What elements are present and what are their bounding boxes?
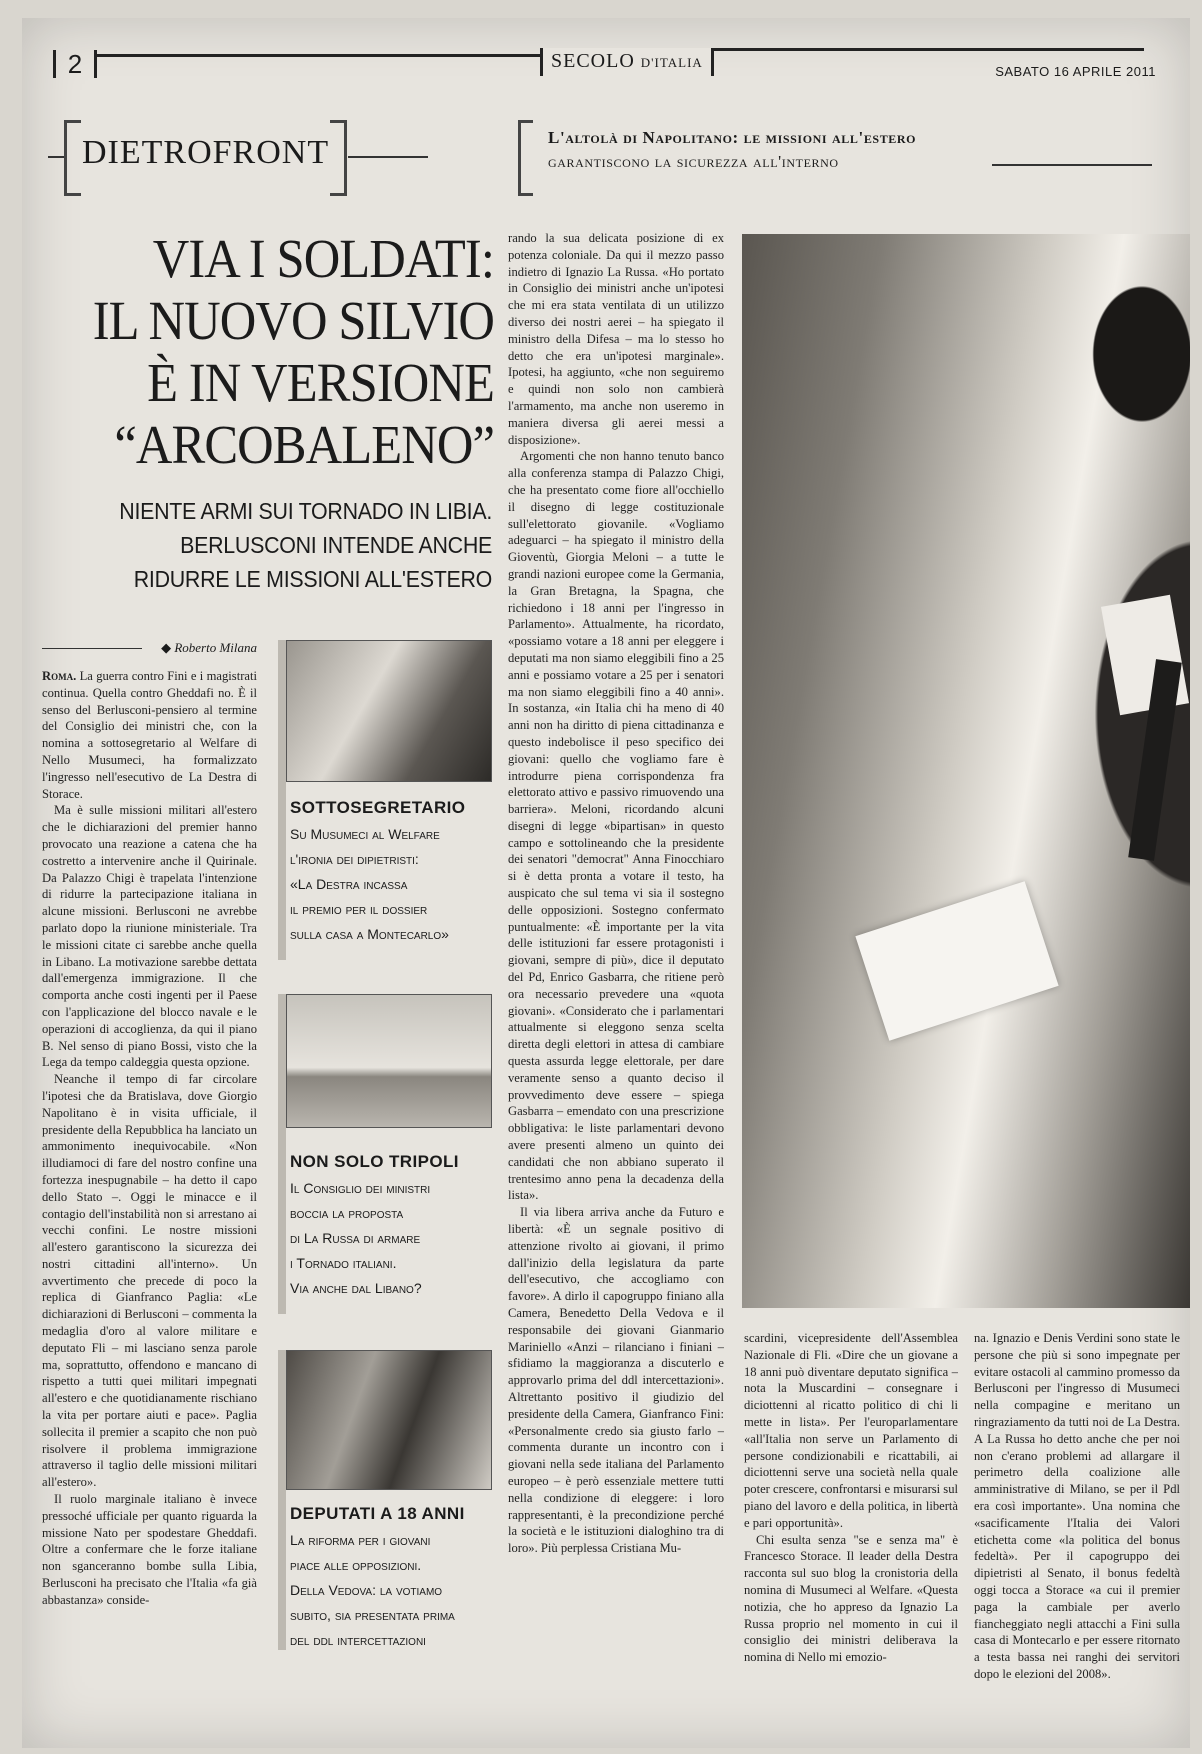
box-title: NON SOLO TRIPOLI xyxy=(290,1152,459,1171)
headline-line: IL NUOVO SILVIO xyxy=(92,290,494,351)
box-line: Il Consiglio dei ministri xyxy=(290,1180,431,1196)
paragraph: Neanche il tempo di far circolare l'ipotesi che da Bratislava, dove Giorgio Napolitano è in visita ufficiale, il presidente della Repubblica ha lanciato un ammonimento inequivocabile. «Non illudiamoci di fare del nostro confine una fortezza inespugnabile – ha detto il capo dello Stato –. Oggi le minacce e il contagio dell'instabilità non si arrestano ai vecchi confini. Le nostre missioni all'estero garantiscono la sicurezza dei nostri cittadini all'interno». Un avvertimento che precede di poco la replica di Gianfranco Paglia: «Le dichiarazioni di Berlusconi – commenta la medaglia d'oro al valore militare e deputato Fli – mi lasciano senza parole ma, soprattutto, offendono e mancano di rispetto a tutti quei militari impegnati all'estero e che quotidianamente rischiano la vita per portare aiuti e pace». Paglia sollecita il premier a scapito che non può risolvere il problema immigrazione attraverso il taglio delle missioni militari all'estero». xyxy=(42,1072,257,1490)
masthead xyxy=(28,28,1178,79)
kicker-bracket xyxy=(518,120,533,196)
box-line: del ddl intercettazioni xyxy=(290,1632,426,1648)
box-line: subito, sia presentata prima xyxy=(290,1607,455,1623)
article-column-3 xyxy=(744,1330,958,1720)
paragraph xyxy=(42,668,257,802)
paper-name-suffix: D'ITALIA xyxy=(640,55,703,70)
masthead-rule-left xyxy=(94,54,540,57)
article-column-4 xyxy=(974,1330,1180,1720)
article-column-1 xyxy=(42,668,257,1720)
box-line: di La Russa di armare xyxy=(290,1230,421,1246)
sidebar-rule xyxy=(278,1350,286,1650)
box-text xyxy=(290,822,486,947)
byline-diamond: ◆ xyxy=(161,640,175,655)
author-name: Roberto Milana xyxy=(174,640,257,655)
photo-tornado-jet xyxy=(286,994,492,1128)
headline xyxy=(86,228,494,476)
box-line: Via anche dal Libano? xyxy=(290,1280,422,1296)
box-line: piace alle opposizioni. xyxy=(290,1557,422,1573)
paragraph: rando la sua delicata posizione di ex potenza coloniale. Da qui il mezzo passo indietro di Ignazio La Russa. «Ho portato in Consiglio dei ministri anche un'ipotesi che mi era stata ventilata di un utilizzo diverso dei nostri aerei – ha spiegato il ministro della Difesa – ma lo stesso ho detto che era un'ipotesi marginale». Ipotesi, ha aggiunto, «che non seguiremo e quindi non solo non cambierà l'armamento, ma anche non useremo in maniera diversa gli aerei messi a disposizione». xyxy=(508,231,724,447)
paper-name xyxy=(540,48,714,76)
box-line: La riforma per i giovani xyxy=(290,1532,431,1548)
section-tick-right xyxy=(348,156,428,158)
box-line: sulla casa a Montecarlo» xyxy=(290,926,449,942)
subhead-line: RIDURRE LE MISSIONI ALL'ESTERO xyxy=(133,566,492,592)
box-line: boccia la proposta xyxy=(290,1205,404,1221)
box-line: l'ironia dei dipietristi: xyxy=(290,851,419,867)
photo-berlusconi xyxy=(742,234,1190,1308)
box-title: DEPUTATI A 18 ANNI xyxy=(290,1504,465,1523)
byline-rule xyxy=(42,648,142,649)
paragraph: Il ruolo marginale italiano è invece pressoché ufficiale per quanto riguarda la missione Nato per spodestare Gheddafi. Oltre a confermare che le forze italiane non sganceranno bombe sulla Libia, Berlusconi ha precisato che l'Italia «fa già abbastanza» conside- xyxy=(42,1492,257,1607)
section-bracket-left xyxy=(64,120,81,196)
headline-line: È IN VERSIONE xyxy=(147,352,494,413)
photo-musumeci xyxy=(286,640,492,782)
headline-line: “ARCOBALENO” xyxy=(114,414,495,475)
page-number: 2 xyxy=(53,50,97,78)
paper-name-main: SECOLO xyxy=(551,50,635,72)
subhead-line: NIENTE ARMI SUI TORNADO IN LIBIA. xyxy=(119,498,492,524)
subheadline xyxy=(72,494,492,596)
paragraph: scardini, vicepresidente dell'Assemblea Nazionale di Fli. «Dire che un giovane a 18 anni può diventare deputato significa – nota la Muscardini – consegnare i diciottenni al ricatto politico di chi li mette in lista». Per l'europarlamentare «all'Italia non serve un Parlamento di persone condizionabili e ricattabili, ai diciottenni serve una società nella quale poter crescere, confrontarsi e misurarsi sul piano del lavoro e della politica, in libertà e pari opportunità». xyxy=(744,1331,958,1530)
kicker-line-2: garantiscono la sicurezza all'interno xyxy=(548,152,839,171)
issue-date: SABATO 16 APRILE 2011 xyxy=(995,64,1156,79)
section-bracket-right xyxy=(330,120,347,196)
article-column-2 xyxy=(508,230,724,1718)
paragraph: Chi esulta senza "se e senza ma" è Francesco Storace. Il leader della Destra racconta sul suo blog la cronistoria della nomina di Musumeci al Welfare. «Questa notizia, che ho appreso da Ignazio La Russa proprio nel momento in cui il consiglio dei ministri deliberava la nomina di Nello mi emozio- xyxy=(744,1532,958,1665)
sidebar-box-sottosegretario xyxy=(278,640,490,960)
section-label: DIETROFRONT xyxy=(82,134,330,171)
kicker xyxy=(518,120,1178,190)
paragraph: Argomenti che non hanno tenuto banco alla conferenza stampa di Palazzo Chigi, che ha presentato come fiore all'occhiello il disegno di legge costituzionale sull'elettorato giovanile. «Vogliamo adeguarci – ha spiegato il ministro della Gioventù, Giorgia Meloni – a tutte le grandi nazioni europee come la Germania, la Gran Bretagna, la Spagna, che richiedono i 18 anni per l'ingresso in Parlamento». Attualmente, ha ricordato, «possiamo votare a 18 anni per eleggere i deputati ma non siamo eleggibili fino a 25 anni e possiamo votare a 25 per i senatori ma non siamo eleggibili fino a 40 anni». In sostanza, «in Italia chi ha meno di 40 anni non ha diritto di piena cittadinanza e questo indebolisce il peso specifico dei giovani: quello che vogliamo fare è introdurre piena corrispondenza fra elettorato attivo e passivo rimuovendo una barriera». Meloni, ricordando alcuni disegni di legge «bipartisan» in questo campo e sottolineando che la presidente dei senatori "democrat" Anna Finocchiaro si è detta pronta a votare il testo, ha auspicato che sul tema vi sia il sostegno delle opposizioni. Sostegno confermato puntualmente: «È importante per la vita delle istituzioni far essere protagonisti i giovani, sempre di più», dice il deputato del Pd, Enrico Gasbarra, che ritiene però ora necessario prevedere una «quota giovani». «Considerato che i parlamentari attualmente si eleggono senza scelta diretta degli elettori in attesa di cambiare questa assurda legge elettorale, per dare veramente senso a quanto deciso il provvedimento deve essere – spiega Gasbarra – emendato con una prescrizione obbligativa: le liste parlamentari devono avere presenti almeno un quinto dei candidati che non abbiano superato il trentesimo anno pena la decadenza della lista». xyxy=(508,449,724,1203)
paragraph: na. Ignazio e Denis Verdini sono state le persone che più si sono impegnate per evitare ostacoli al cammino promesso da Berlusconi per l'ingresso di Musumeci nella compagine e meritano un ringraziamento da tutti noi de La Destra. A La Russa ho detto anche che per noi non c'erano problemi ad allargare il perimetro della coalizione alle amministrative di Milano, se per il Pdl era così importante». Una nomina che «sacificamente l'Italia dei Valori etichetta come «la politica del bonus fedeltà». Per il capogruppo dei dipietristi al Senato, il bonus fedeltà oggi tocca a Storace «a cui il premier paga la cambiale per averlo fiancheggiato negli attacchi a Fini sulla casa di Montecarlo e per essere ritornato a testa bassa nei ranghi dei servitori dopo le elezioni del 2008». xyxy=(974,1331,1180,1681)
box-line: il premio per il dossier xyxy=(290,901,428,917)
masthead-rule-right xyxy=(692,48,1144,51)
box-line: «La Destra incassa xyxy=(290,876,408,892)
box-text xyxy=(290,1176,486,1301)
sidebar-box-deputati xyxy=(278,1350,490,1650)
sidebar-rule xyxy=(278,994,286,1314)
dateline-city: Roma. xyxy=(42,669,77,683)
sidebar-rule xyxy=(278,640,286,960)
byline xyxy=(42,640,257,656)
box-line: i Tornado italiani. xyxy=(290,1255,397,1271)
sidebar-box-tripoli xyxy=(278,994,490,1314)
paragraph: Il via libera arriva anche da Futuro e libertà: «È un segnale positivo di attenzione rivolto ai giovani, il primo dall'inizio della legislatura da parte dell'esecutivo, che accogliamo con favore». A dirlo il capogruppo finiano alla Camera, Benedetto Della Vedova e il responsabile dei giovani Gianmario Mariniello «Anzi – rilanciano i finiani – sfidiamo la maggioranza a discuterlo e approvarlo prima del ddl intercettazioni». Altrettanto positivo il giudizio del presidente della Camera, Gianfranco Fini: «Personalmente credo sia giusto farlo – commenta durante un incontro con i giovani nella sede italiana del Parlamento europeo – è però essenziale mettere tutti nella condizione di eleggere: i loro rappresentanti, è la precondizione perché la società e le istituzioni dialoghino tra di loro». Più perplessa Cristiana Mu- xyxy=(508,1205,724,1556)
box-title: SOTTOSEGRETARIO xyxy=(290,798,466,817)
box-text xyxy=(290,1528,486,1653)
paragraph-text: La guerra contro Fini e i magistrati continua. Quella contro Gheddafi no. È il senso del Berlusconi-pensiero al termine del Consiglio dei ministri che, con la nomina a sottosegretario al Welfare di Nello Musumeci, ha formalizzato l'ingresso nell'esecutivo de La Destra di Storace. xyxy=(42,669,257,801)
paragraph: Ma è sulle missioni militari all'estero che le dichiarazioni del premier hanno provocato una reazione a catena che ha costretto a intervenire anche il Quirinale. Da Palazzo Chigi è trapelata l'intenzione di ridurre la partecipazione italiana in alcune missioni. Berlusconi ne avrebbe parlato dopo la riunione ministeriale. Tra le missioni citate ci sarebbe anche quella in Libano. La motivazione sarebbe dettata dall'emergenza immigrazione. Il che comporta anche costi ingenti per il Paese con l'applicazione del blocco navale e le operazioni di accoglienza, da qui il piano B. Nel senso di piano Bossi, visto che la Lega da tempo caldeggia questa opzione. xyxy=(42,803,257,1070)
box-line: Su Musumeci al Welfare xyxy=(290,826,440,842)
kicker-rule xyxy=(992,164,1152,166)
subhead-line: BERLUSCONI INTENDE ANCHE xyxy=(180,532,492,558)
kicker-line-1: L'altolà di Napolitano: le missioni all'estero xyxy=(548,128,917,147)
box-line: Della Vedova: la votiamo xyxy=(290,1582,443,1598)
headline-line: VIA I SOLDATI: xyxy=(152,228,494,289)
photo-young-people xyxy=(286,1350,492,1490)
